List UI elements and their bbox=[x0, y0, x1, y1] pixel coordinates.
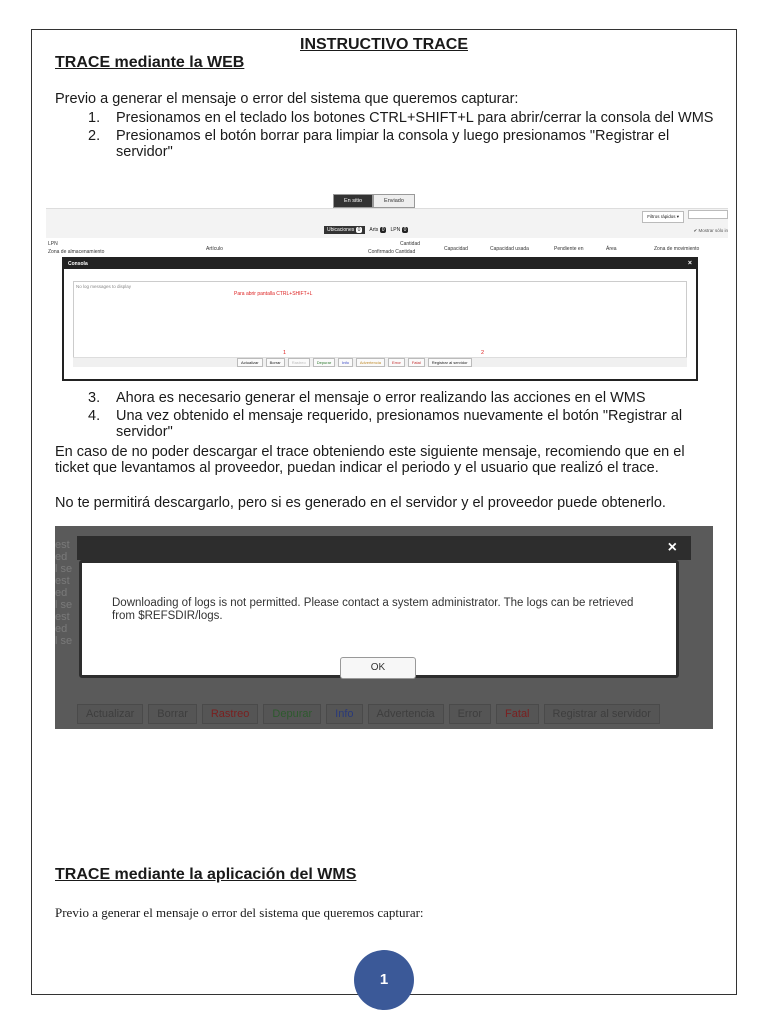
shortcut-hint: Para abrir pantalla CTRL+SHIFT+L bbox=[234, 291, 313, 297]
actualizar-button[interactable]: Actualizar bbox=[77, 704, 143, 724]
quick-filter-dropdown[interactable]: Filtros rápidos ▾ bbox=[642, 211, 684, 223]
col-pendiente: Pendiente en bbox=[554, 246, 584, 252]
intro-paragraph: Previo a generar el mensaje o error del sistema que queremos capturar: bbox=[55, 91, 519, 107]
section-heading-app: TRACE mediante la aplicación del WMS bbox=[55, 866, 357, 883]
col-capacidad-usada: Capacidad usada bbox=[490, 246, 529, 252]
marker-1: 1 bbox=[283, 350, 287, 356]
fatal-button[interactable]: Fatal bbox=[496, 704, 538, 724]
error-button[interactable]: Error bbox=[388, 358, 405, 367]
empty-log-text: No log messages to display bbox=[76, 284, 132, 289]
close-icon[interactable]: × bbox=[667, 539, 677, 556]
col-zona-mov: Zona de movimiento bbox=[654, 246, 700, 252]
close-icon[interactable]: × bbox=[687, 260, 692, 267]
counter-arts[interactable]: Arts 0 bbox=[369, 227, 385, 233]
tab-bar bbox=[333, 194, 415, 208]
steps-list-2 bbox=[88, 390, 718, 442]
col-articulo: Artículo bbox=[206, 246, 223, 252]
col-zona: Zona de almacenamiento bbox=[48, 249, 105, 255]
steps-list-1 bbox=[88, 110, 718, 162]
error-button[interactable]: Error bbox=[449, 704, 491, 724]
background-text: est ed l se est ed l se est ed l se bbox=[55, 539, 73, 647]
borrar-button[interactable]: Borrar bbox=[266, 358, 285, 367]
modal-title-bar bbox=[77, 536, 691, 560]
col-confirmado: Confirmado Cantidad bbox=[368, 249, 416, 255]
note-paragraph: En caso de no poder descargar el trace obteniendo este siguiente mensaje, recomiendo que en el ticket que levantamos al proveedor, puedan indicar el periodo y el usuario que realizó el trace. bbox=[55, 444, 685, 476]
registrar-servidor-button[interactable]: Registrar al servidor bbox=[428, 358, 472, 367]
show-only-checkbox[interactable]: ✔ Mostrar sólo in bbox=[693, 228, 728, 233]
log-area bbox=[73, 281, 687, 367]
col-area: Área bbox=[606, 246, 617, 252]
col-cantidad: Cantidad bbox=[400, 241, 421, 247]
ok-button[interactable]: OK bbox=[340, 657, 416, 679]
counter-bar bbox=[324, 226, 408, 234]
page-number-badge: 1 bbox=[354, 950, 414, 1010]
wms-console-screenshot bbox=[46, 188, 728, 384]
table-header bbox=[46, 240, 728, 258]
borrar-button[interactable]: Borrar bbox=[148, 704, 197, 724]
list-item: 2. Presionamos el botón borrar para limpiar la consola y luego presionamos "Registrar el servidor" bbox=[88, 128, 670, 160]
depurar-button[interactable]: Depurar bbox=[263, 704, 321, 724]
list-item: 4. Una vez obtenido el mensaje requerido, presionamos nuevamente el botón "Registrar al servidor" bbox=[88, 408, 683, 440]
tab-enviado[interactable]: Enviado bbox=[373, 194, 415, 208]
advertencia-button[interactable]: Advertencia bbox=[368, 704, 444, 724]
registrar-servidor-button[interactable]: Registrar al servidor bbox=[544, 704, 660, 724]
col-lpn: LPN bbox=[48, 241, 58, 247]
rastreo-button[interactable]: Rastreo bbox=[288, 358, 310, 367]
depurar-button[interactable]: Depurar bbox=[313, 358, 335, 367]
rastreo-button[interactable]: Rastreo bbox=[202, 704, 259, 724]
actualizar-button[interactable]: Actualizar bbox=[237, 358, 263, 367]
list-item: 1. Presionamos en el teclado los botones CTRL+SHIFT+L para abrir/cerrar la consola del WMS bbox=[88, 110, 714, 126]
advertencia-button[interactable]: Advertencia bbox=[356, 358, 385, 367]
col-capacidad: Capacidad bbox=[444, 246, 468, 252]
info-button[interactable]: Info bbox=[338, 358, 353, 367]
filter-input[interactable] bbox=[688, 210, 728, 219]
console-window bbox=[62, 257, 698, 381]
counter-lpn[interactable]: LPN 0 bbox=[390, 227, 407, 233]
console-title: Consola bbox=[68, 261, 88, 267]
section-heading-web: TRACE mediante la WEB bbox=[55, 54, 245, 71]
console-button-row bbox=[77, 704, 660, 724]
page-border bbox=[31, 29, 737, 995]
info-button[interactable]: Info bbox=[326, 704, 362, 724]
section2-intro: Previo a generar el mensaje o error del sistema que queremos capturar: bbox=[55, 905, 424, 920]
modal-dialog bbox=[79, 560, 679, 678]
counter-ubicaciones[interactable]: Ubicaciones 0 bbox=[324, 226, 365, 234]
fatal-button[interactable]: Fatal bbox=[408, 358, 425, 367]
download-error-screenshot bbox=[55, 526, 713, 729]
note-paragraph-2: No te permitirá descargarlo, pero si es generado en el servidor y el proveedor puede obtenerlo. bbox=[55, 495, 666, 511]
tab-en-sitio[interactable]: En sitio bbox=[333, 194, 373, 208]
marker-2: 2 bbox=[481, 350, 485, 356]
console-title-bar bbox=[64, 259, 696, 269]
console-button-row bbox=[73, 357, 687, 367]
document-title: INSTRUCTIVO TRACE bbox=[300, 36, 468, 53]
list-item: 3. Ahora es necesario generar el mensaje o error realizando las acciones en el WMS bbox=[88, 390, 646, 406]
error-message: Downloading of logs is not permitted. Please contact a system administrator. The logs can be retrieved from $REFSDIR/logs. bbox=[112, 597, 634, 622]
